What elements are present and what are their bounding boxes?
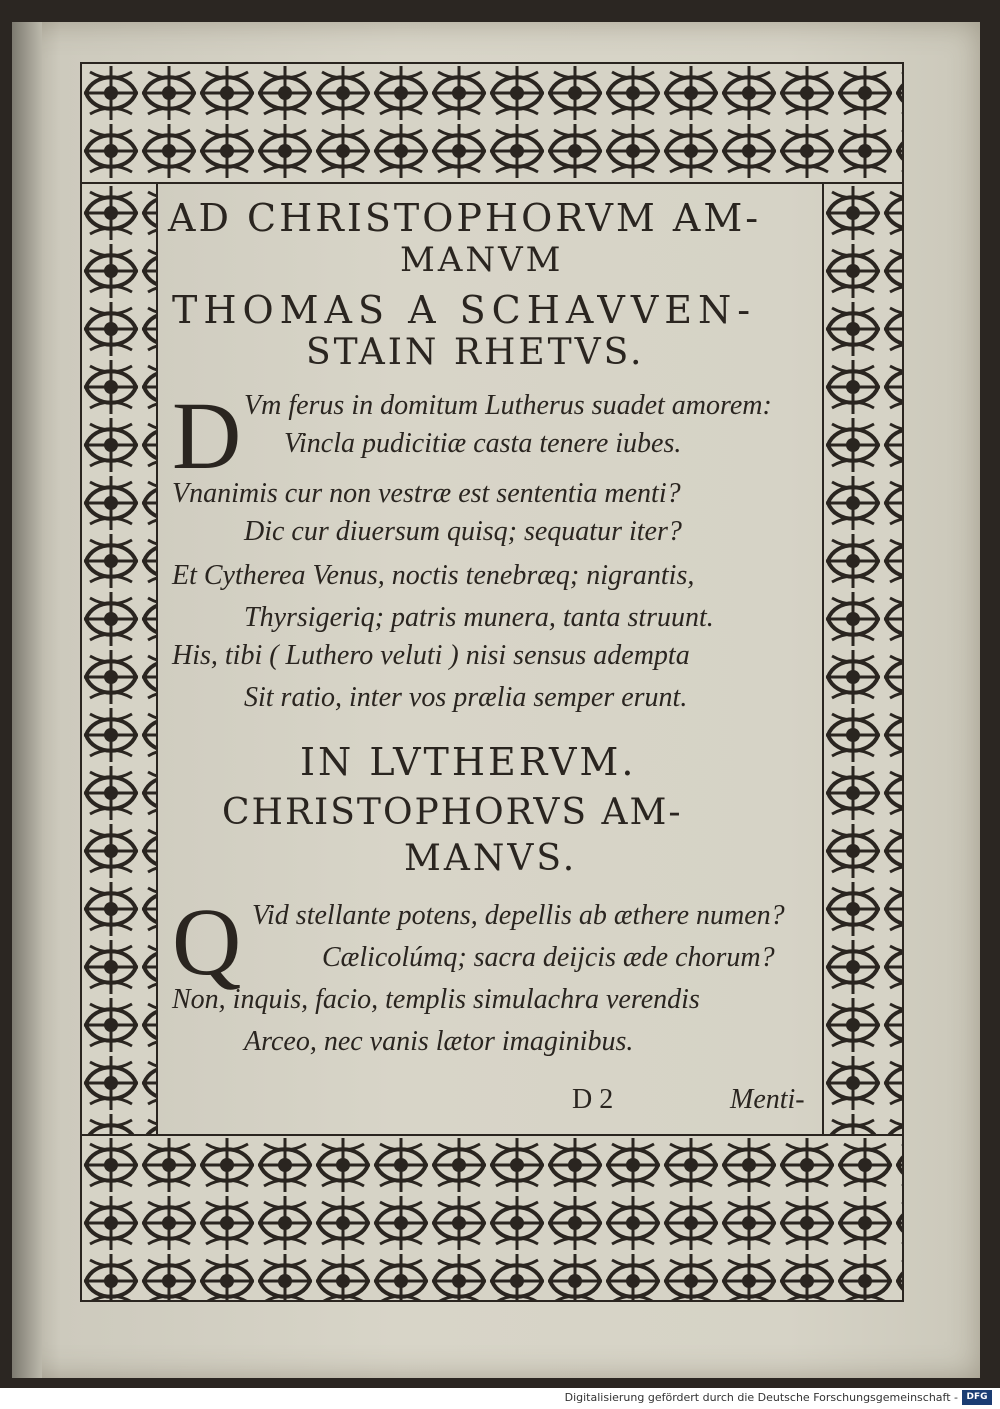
poem1-line-4: Dic cur diuersum quisq; sequatur iter? bbox=[244, 516, 682, 547]
heading-dedication-line1: AD CHRISTOPHORVM AM- bbox=[168, 196, 762, 240]
poem1-line-2: Vincla pudicitiæ casta tenere iubes. bbox=[284, 428, 682, 459]
signature-mark: D 2 bbox=[572, 1084, 614, 1115]
ornament-border-top bbox=[80, 62, 904, 184]
poem1-line-5: Et Cytherea Venus, noctis tenebræq; nigrantis, bbox=[172, 560, 695, 591]
ornament-border-right bbox=[822, 182, 904, 1136]
ornament-pattern-right bbox=[824, 184, 902, 1134]
footer-credit: Digitalisierung gefördert durch die Deutsche Forschungsgemeinschaft - bbox=[564, 1391, 958, 1404]
heading-author-line2: STAIN RHETVS. bbox=[306, 332, 645, 373]
dropcap-q: Q bbox=[172, 888, 242, 995]
poem2-line-2: Cælicolúmq; sacra deijcis æde chorum? bbox=[322, 942, 775, 973]
heading-author2-line2: MANVS. bbox=[404, 838, 578, 879]
page-gutter bbox=[12, 22, 42, 1378]
poem2-line-1: Vid stellante potens, depellis ab æthere numen? bbox=[252, 900, 785, 931]
dropcap-d: D bbox=[172, 382, 242, 489]
heading-in-lutherum: IN LVTHERVM. bbox=[300, 740, 637, 784]
ornament-pattern-top bbox=[82, 64, 902, 182]
heading-dedication-line2: MANVM bbox=[400, 240, 564, 280]
poem2-line-3: Non, inquis, facio, templis simulachra verendis bbox=[172, 984, 700, 1015]
poem1-line-1: Vm ferus in domitum Lutherus suadet amorem: bbox=[244, 390, 772, 421]
poem1-line-3: Vnanimis cur non vestræ est sententia menti? bbox=[172, 478, 681, 509]
ornament-border-bottom bbox=[80, 1134, 904, 1302]
digitization-footer bbox=[0, 1388, 1000, 1409]
poem1-line-6: Thyrsigeriq; patris munera, tanta struunt. bbox=[244, 602, 714, 633]
ornament-pattern-left bbox=[82, 184, 156, 1134]
heading-author2-line1: CHRISTOPHORVS AM- bbox=[222, 792, 683, 833]
poem2-line-4: Arceo, nec vanis lætor imaginibus. bbox=[244, 1026, 634, 1057]
catchword: Menti- bbox=[730, 1084, 805, 1115]
poem1-line-8: Sit ratio, inter vos prælia semper erunt. bbox=[244, 682, 688, 713]
dfg-logo: DFG bbox=[962, 1390, 992, 1405]
ornament-border-left bbox=[80, 182, 158, 1136]
poem1-line-7: His, tibi ( Luthero veluti ) nisi sensus adempta bbox=[172, 640, 690, 671]
heading-author-line1: THOMAS A SCHAVVEN- bbox=[172, 288, 757, 332]
ornament-pattern-bottom bbox=[82, 1136, 902, 1300]
